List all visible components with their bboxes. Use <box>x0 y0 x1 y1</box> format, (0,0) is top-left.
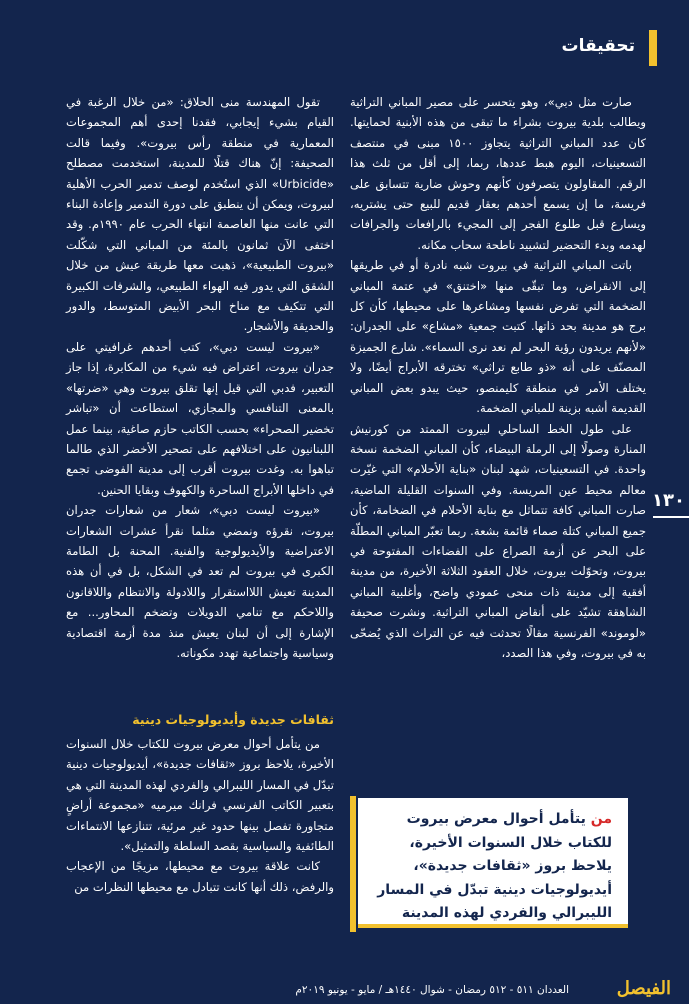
section-title: تحقيقات <box>561 36 635 56</box>
paragraph: من يتأمل أحوال معرض بيروت للكتاب خلال السنوات الأخيرة، يلاحظ بروز «ثقافات جديدة»، أيديولوجيات دينية تبدّل في المسار الليبرالي والفردي لهذه المدينة التي هي بتعبير الكاتب الفرنسي فرانك ميرميه «مجموعة أراضٍ متجاورة تفصل بينها حدود غير مرئية، تتنازعها الانتماءات الطائفية والسياسية بقصد السلطة والتمثيل». <box>66 737 334 854</box>
paragraph: باتت المباني التراثية في بيروت شبه نادرة أو في طريقها إلى الانقراض، وما تبقّى منها «اختنق» في عتمة المباني الضخمة التي تفرض نفسها ومشاعرها على محيطها، كأن كل برج هو مدينة بحد ذاتها. كتبت جمعية «مشاع» على الجدران: «لأنهم يريدون رؤية البحر لم نعد نرى السماء». شارع الجميزة المصنّف على أنه «ذو طابع تراثي» تخترقه الأبراج أيضًا، ولا يختلف الأمر في منطقة كليمنصو، حيث يبدو بعض المباني القديمة أشبه بزينة للمباني الضخمة. <box>350 258 646 416</box>
paragraph: «بيروت ليست دبي»، كتب أحدهم غرافيتي على جدران بيروت، اعتراض فيه شيء من المكابرة، إذا جاز التعبير، فدبي التي قيل إنها تقلق بيروت وهي «ضرتها» بالمعنى التنافسي والمجازي، استطاعت أن «تباشر تخضير الصحراء» بحسب الكاتب حازم صاغية، بينما عمل اللبنانيون على اختلافهم على تصحير الأخضر الذي طالما تباهوا به. وغدت بيروت أقرب إلى مدينة الفوضى تجمع في داخلها الأبراج الساحرة والكهوف وبقايا الحنين. <box>66 339 334 497</box>
pull-quote-accent: من <box>590 811 612 827</box>
paragraph: على طول الخط الساحلي لبيروت الممتد من كورنيش المنارة وصولًا إلى الرملة البيضاء، كأن المباني الضخمة نسخة واحدة. في التسعينيات، شهد لبنان «بناية الأحلام» التي غيّرت معالم محيط عين المريسة. وفي السنوات القليلة الماضية، صارت المباني كافة تتماثل مع بناية الأحلام في الضخامة، كأن جميع المباني كتلة صماء قائمة بشعة. ربما تعبّر المباني المطلّة على البحر عن أزمة الصراع على الفضاءات المفتوحة في بيروت، وتحوّلت بيروت، خلال العقود الثلاثة الأخيرة، من مدينة أفقية إلى مدينة ذات منحى عمودي واضح، وأغلبية المباني الشاهقة تشيّد على أنقاض المباني التراثية. ونشرت صحيفة «لوموند» الفرنسية مقالًا تحدثت فيه عن التراث الذي يُضحّى به في بيروت، وفي هذا الصدد، <box>350 421 646 660</box>
page-number-rule <box>653 516 689 518</box>
paragraph: «بيروت ليست دبي»، شعار من شعارات جدران بيروت، نقرؤه ونمضي مثلما نقرأ عشرات الشعارات الاعتراضية والأيديولوجية والفنية. المحنة بل الطامة الكبرى في بيروت لم تعد في الشكل، بل في أن هذه المدينة تعيش اللااستقرار واللادولة والانتظام واللاقانون واللاحكم مع تنامي الدويلات وتضخم المحاور... مع الإشارة إلى أن لبنان يعيش منذ مدة أزمة اقتصادية وسياسية واجتماعية تهدد مكوناته. <box>66 503 334 660</box>
article-column-left-lower <box>66 734 334 897</box>
section-bracket <box>649 30 657 66</box>
footer <box>0 976 689 1004</box>
subheading: ثقافات جديدة وأيديولوجيات دينية <box>132 712 334 727</box>
pull-quote-bracket <box>350 796 356 932</box>
article-column-right <box>350 92 646 663</box>
page-number: ١٣٠ <box>652 490 685 511</box>
article-column-left <box>66 92 334 663</box>
pull-quote <box>358 798 628 928</box>
paragraph: تقول المهندسة منى الحلاق: «من خلال الرغبة في القيام بشيء إيجابي، فقدنا إحدى أهم المجموعات المعمارية في منطقة رأس بيروت». وفيما قالت الصحيفة: إنّ هناك قتلًا للمدينة، استخدمت مصطلح «Urbicide» الذي استُخدم لوصف تدمير الحرب الأهلية لبيروت، ويمكن أن ينطبق على دورة التدمير وإعادة البناء التي عانت منها العاصمة انتهاء الحرب عام ١٩٩٠م. وقد اختفى الآن ثمانون بالمئة من المباني التي شكّلت «بيروت الطبيعية»، ذهبت معها طريقة عيش من خلال الشقق التي يدور فيه الهواء الطبيعي، والشرفات الكبيرة التي تتكيف مع مناخ البحر الأبيض المتوسط، والدور والحديقة والأشجار. <box>66 95 335 334</box>
issue-info: العددان ٥١١ - ٥١٢ رمضان - شوال ١٤٤٠هـ / مايو - يونيو ٢٠١٩م <box>295 984 569 996</box>
paragraph: صارت مثل دبي»، وهو يتحسر على مصير المباني التراثية ويطالب بلدية بيروت بشراء ما تبقى من هذه الأبنية لحمايتها. كان عدد المباني التراثية يتجاوز ١٥٠٠ مبنى في منتصف التسعينيات، اليوم هبط عددها، ربما، إلى أقل من ثلث هذا الرقم. المقاولون يتصرفون كأنهم وحوش ضارية تتسابق على فريسة، ما إن يسمع أحدهم بعقار قديم للبيع حتى يشتريه، ويسارع قبل طلوع الفجر إلى المجيء بالرافعات والجرافات لهدمه وبدء التحضير لتشييد ناطحة سحاب مكانه. <box>350 95 646 252</box>
paragraph: كانت علاقة بيروت مع محيطها، مزيجًا من الإعجاب والرفض، ذلك أنها كانت تتبادل مع محيطها النظرات من <box>66 859 334 894</box>
magazine-logo: الفيصل <box>616 978 671 999</box>
pull-quote-text: يتأمل أحوال معرض بيروت للكتاب خلال السنوات الأخيرة، يلاحظ بروز «ثقافات جديدة»، أيديولوجيات دينية تبدّل في المسار الليبرالي والفردي لهذه المدينة <box>377 811 612 921</box>
section-tag <box>529 30 657 64</box>
